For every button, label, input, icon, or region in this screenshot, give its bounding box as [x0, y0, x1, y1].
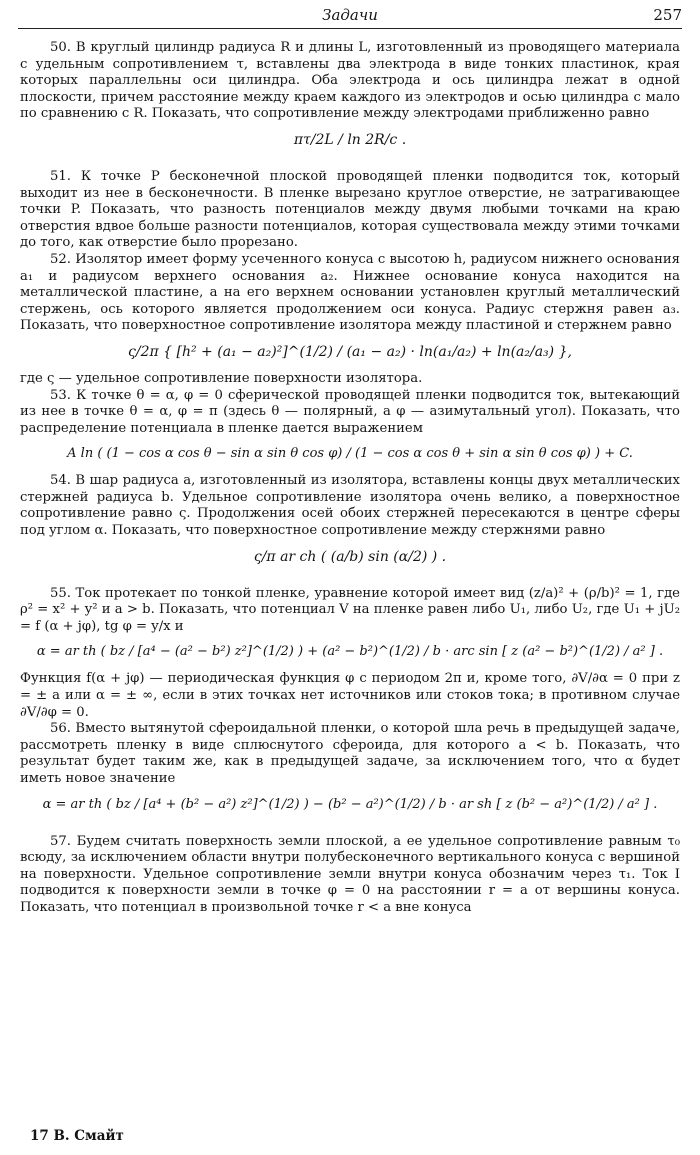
problem-57-text: 57. Будем считать поверхность земли плоской, а ее удельное сопротивление равным τ₀ всюду, за исключением области внутри полубесконечного вертикального конуса с вершиной на поверхности. Удельное сопротивление земли внутри конуса обозначим через τ₁. Ток I подводится к поверхности земли в точке φ = 0 на расстоянии r = a от вершины конуса. Показать, что потенциал в произвольной точке r < a вне конуса: [20, 833, 680, 915]
page-number: 257: [653, 6, 682, 24]
running-header: [18, 6, 682, 29]
problem-53-formula: A ln ( (1 − cos α cos θ − sin α sin θ cos φ) / (1 − cos α cos θ + sin α sin θ cos φ) ) + C.: [67, 446, 633, 462]
page-body: [20, 40, 680, 917]
problem-51-text: 51. К точке P бесконечной плоской проводящей пленки подводится ток, который выходит из нее в бесконечности. В пленке вырезано круглое отверстие, не затрагивающее точки P. Показать, что разность потенциалов между двумя любыми точками на краю отверстия вдвое больше разности потенциалов, которая существовала между этими точками до того, как отверстие было прорезано.: [20, 168, 680, 251]
problem-52-formula: ς/2π { [h² + (a₁ − a₂)²]^(1/2) / (a₁ − a₂) · ln(a₁/a₂) + ln(a₂/a₃) },: [128, 343, 572, 360]
problem-55-formula: α = ar th ( bz / [a⁴ − (a² − b²) z²]^(1/2) ) + (a² − b²)^(1/2) / b · arc sin [ z (a² − b²)^(1/2) / a² ] .: [36, 644, 664, 660]
running-title: Задачи: [322, 6, 378, 24]
problem-52-after: где ς — удельное сопротивление поверхности изолятора.: [20, 370, 423, 386]
problem-52-text: 52. Изолятор имеет форму усеченного конуса с высотою h, радиусом нижнего основания a₁ и радиусом верхнего основания a₂. Нижнее основание конуса находится на металлической пластине, а на его верхнем основании установлен круглый металлический стержень, ось которого является продолжением оси конуса. Радиус стержня равен a₃. Показать, что поверхностное сопротивление изолятора между пластиной и стержнем равно: [20, 251, 680, 334]
problem-53-text: 53. К точке θ = α, φ = 0 сферической проводящей пленки подводится ток, вытекающий из нее в точке θ = α, φ = π (здесь θ — полярный, а φ — азимутальный угол). Показать, что распределение потенциала в пленке дается выражением: [20, 387, 680, 436]
problem-56-text: 56. Вместо вытянутой сфероидальной пленки, о которой шла речь в предыдущей задаче, рассмотреть пленку в виде сплюснутого сфероида, для которого a < b. Показать, что результат будет таким же, как в предыдущей задаче, за исключением того, что α будет иметь новое значение: [20, 721, 680, 786]
signature-mark: 17 В. Смайт: [30, 1128, 124, 1144]
problem-50-formula: πτ/2L / ln 2R/c .: [293, 131, 407, 148]
problem-55-text: 55. Ток протекает по тонкой пленке, уравнение которой имеет вид (z/a)² + (ρ/b)² = 1, где ρ² = x² + y² и a > b. Показать, что потенциал V на пленке равен либо U₁, либо U₂, где U₁ + jU₂ = f (α + jφ), tg φ = y/x и: [20, 585, 680, 634]
problem-56-formula: α = ar th ( bz / [a⁴ + (b² − a²) z²]^(1/2) ) − (b² − a²)^(1/2) / b · ar sh [ z (b² − a²)^(1/2) / a² ] .: [42, 796, 658, 812]
problem-54-text: 54. В шар радиуса a, изготовленный из изолятора, вставлены концы двух металлических стержней радиуса b. Удельное сопротивление изолятора очень велико, а поверхностное сопротивление равно ς. Продолжения осей обоих стержней пересекаются в центре сферы под углом α. Показать, что поверхностное сопротивление между стержнями равно: [20, 473, 680, 539]
problem-50-text: 50. В круглый цилиндр радиуса R и длины L, изготовленный из проводящего материала с удельным сопротивлением τ, вставлены два электрода в виде тонких пластинок, края которых параллельны оси цилиндра. Оба электрода и ось цилиндра лежат в одной плоскости, причем расстояние между краем каждого из электродов и осью цилиндра c мало по сравнению с R. Показать, что сопротивление между электродами приближенно равно: [20, 40, 680, 122]
problem-54-formula: ς/π ar ch ( (a/b) sin (α/2) ) .: [253, 548, 447, 565]
problem-55-after: Функция f(α + jφ) — периодическая функция φ с периодом 2π и, кроме того, ∂V/∂α = 0 при z = ± a или α = ± ∞, если в этих точках нет источников или стоков тока; в противном случае ∂V/∂φ = 0.: [20, 671, 680, 720]
